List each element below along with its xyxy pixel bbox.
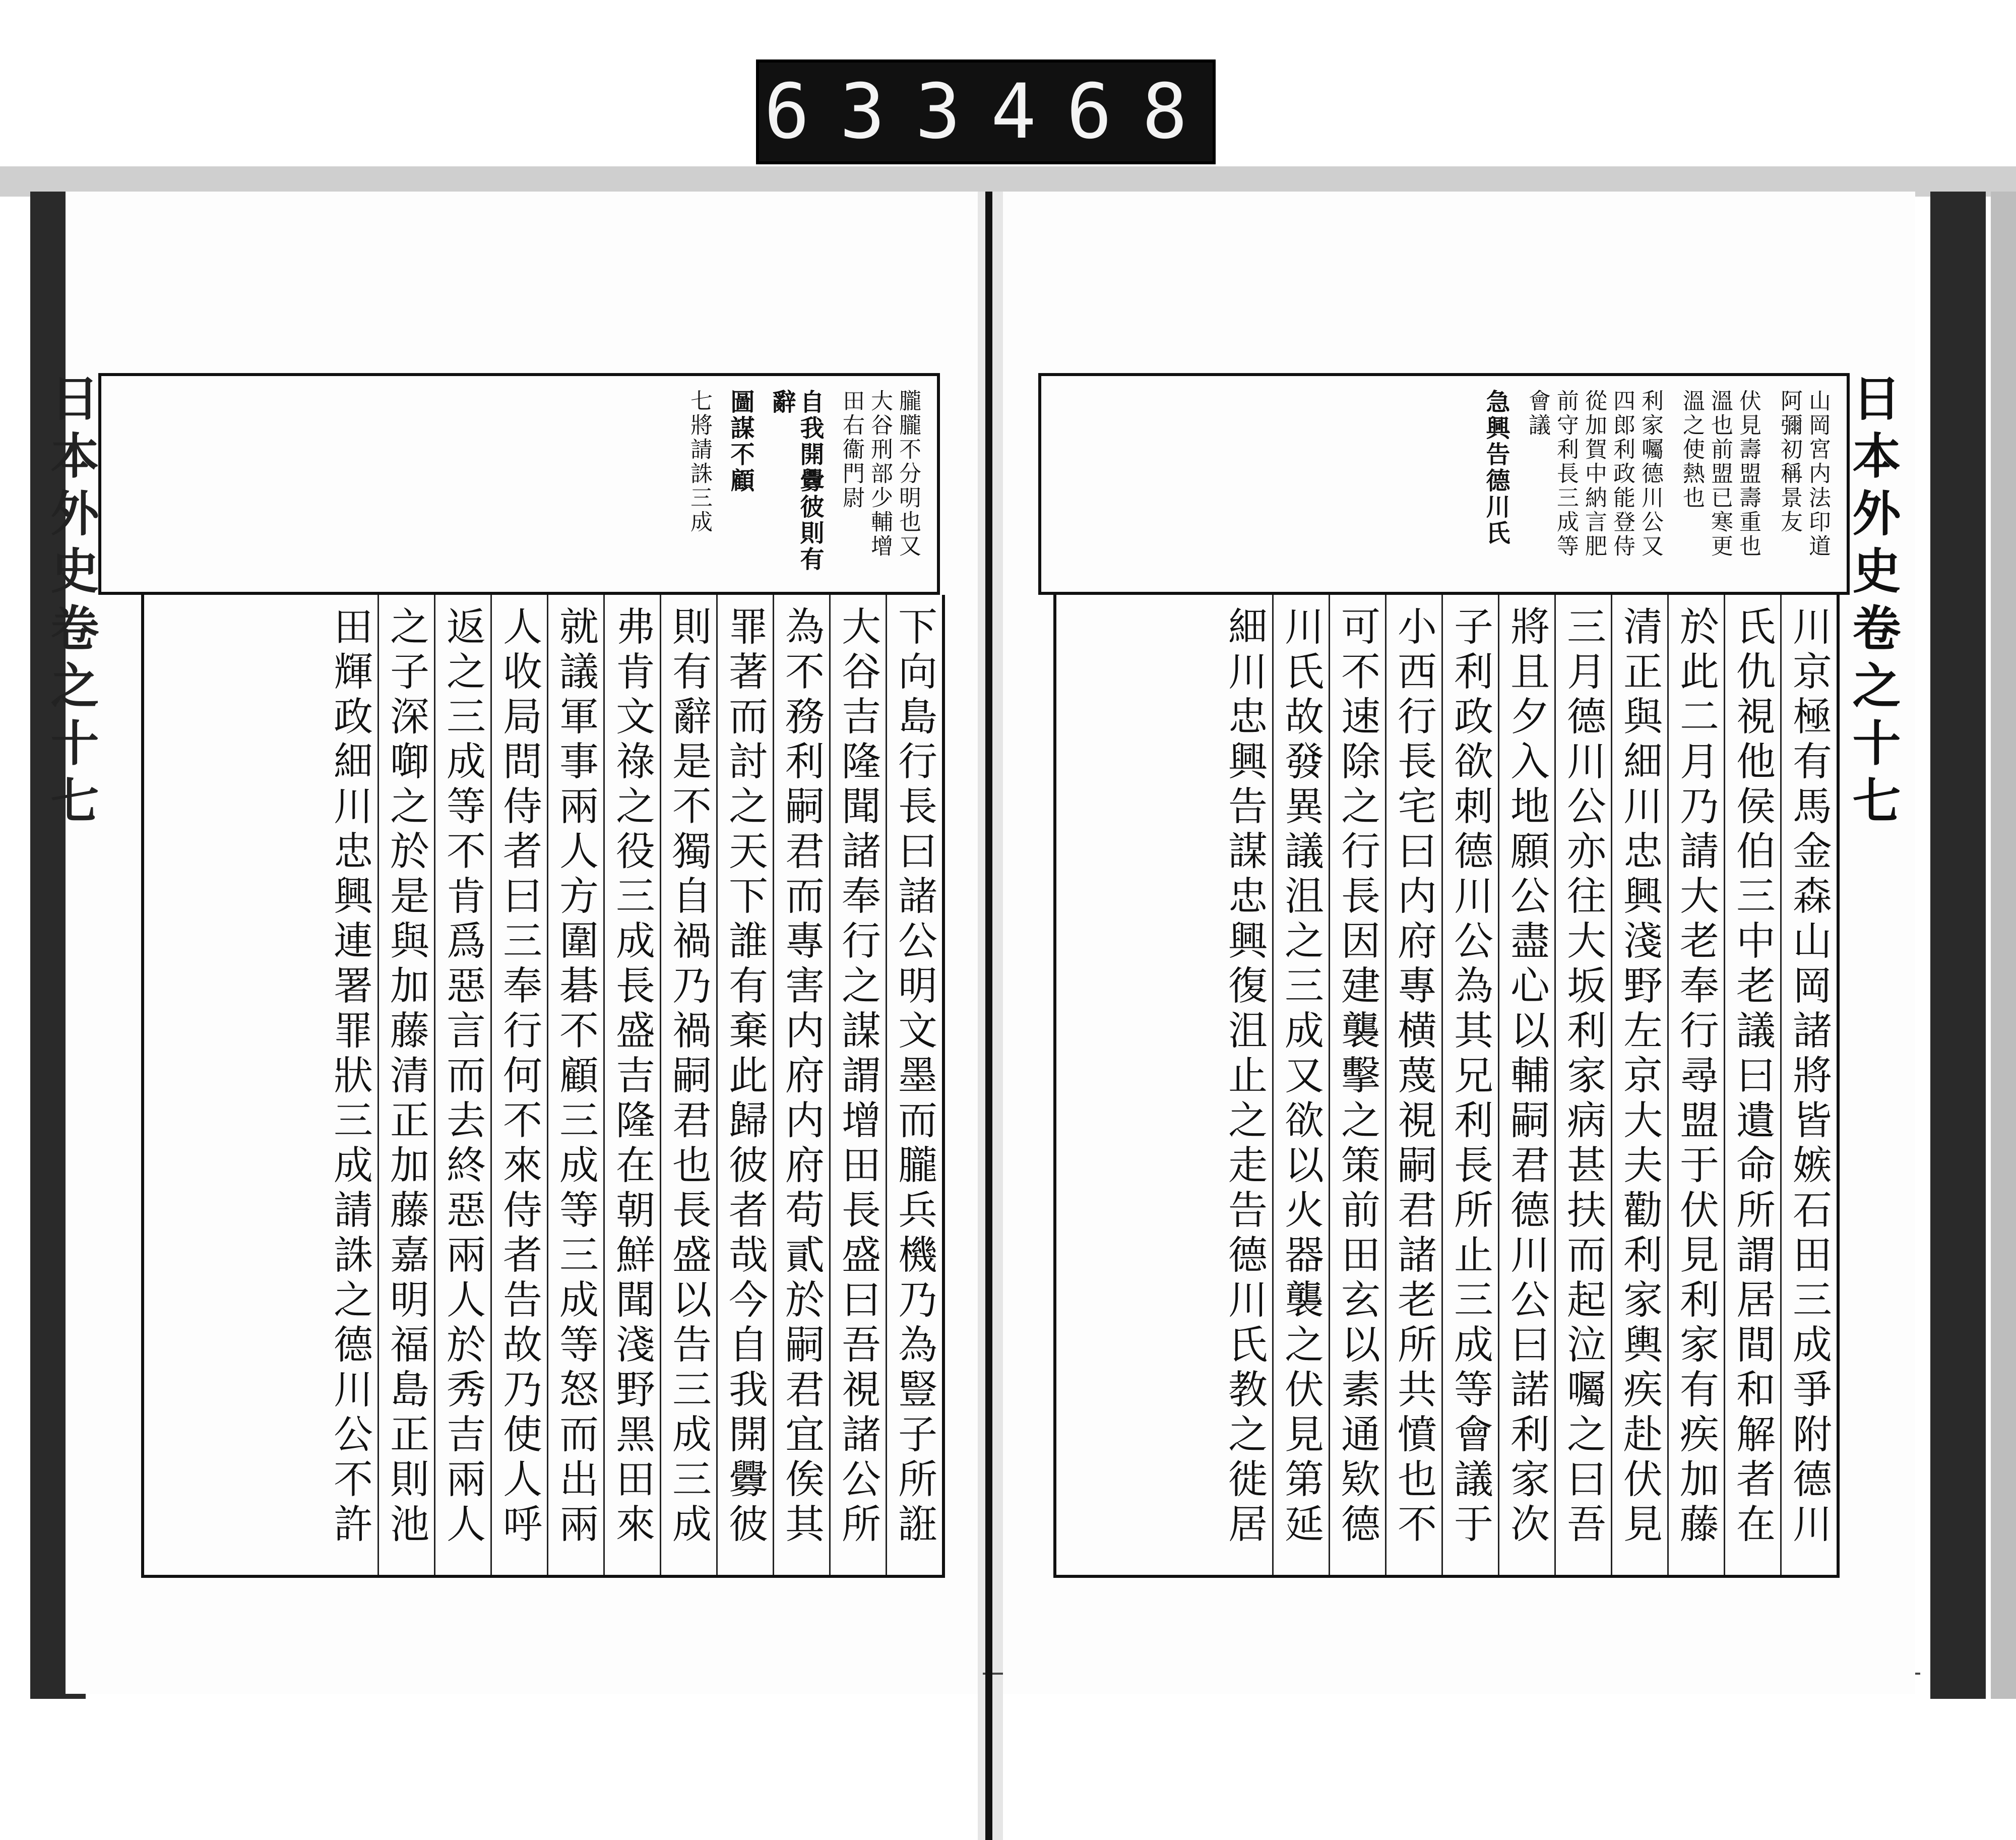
text-column: 下向島行長曰諸公明文墨而朧兵機乃為豎子所誑 [886,595,942,1575]
text-column: 返之三成等不肯爲惡言而去終惡兩人於秀吉兩人 [434,595,490,1575]
text-column: 三月德川公亦往大坂利家病甚扶而起泣囑之曰吾 [1554,595,1611,1575]
header-note: 七將請誅三成 [686,389,712,534]
text-column: 之子深啣之於是與加藤清正加藤嘉明福島正則池 [377,595,434,1575]
right-body-text [1053,595,1840,1578]
header-note: 山岡宮内法印道阿彌初稱景友 [1777,389,1831,559]
text-column: 細川忠興告謀忠興復沮止之走告德川氏教之徙居 [1222,606,1267,1548]
right-page-title: 日本外史卷之十七 [1845,373,1902,833]
text-column: 清正與細川忠興淺野左京大夫勸利家輿疾赴伏見 [1611,595,1667,1575]
text-column: 弗肯文祿之役三成長盛吉隆在朝鮮聞淺野黑田來 [603,595,660,1575]
reel-id-label [756,59,1216,164]
text-column: 於此二月乃請大老奉行尋盟于伏見利家有疾加藤 [1667,595,1724,1575]
text-column: 川氏故發異議沮之三成又欲以火器襲之伏見第延 [1272,595,1329,1575]
header-note: 利家囑德川公又四郎利政能登侍從加賀中納言肥前守利長三成等會議 [1525,389,1663,559]
left-header-notes [98,373,940,595]
text-column: 就議軍事兩人方圍碁不顧三成等三成等怒而出兩 [547,595,603,1575]
left-body-text [141,595,945,1578]
text-column: 子利政欲刺德川公為其兄利長所止三成等會議于 [1441,595,1498,1575]
text-column: 氏仇視他侯伯三中老議曰遺命所謂居間和解者在 [1724,595,1780,1575]
right-header-notes [1038,373,1850,595]
text-column: 小西行長宅曰内府專横蔑視嗣君諸老所共憤也不 [1385,595,1441,1575]
text-column: 田輝政細川忠興連署罪狀三成請誅之德川公不許 [327,606,372,1548]
text-column: 可不速除之行長因建襲擊之策前田玄以素通欵德 [1329,595,1385,1575]
text-column: 大谷吉隆聞諸奉行之謀謂增田長盛曰吾視諸公所 [829,595,886,1575]
text-column: 為不務利嗣君而專害内府内府苟貳於嗣君宜俟其 [773,595,829,1575]
reel-digit: 3 [915,68,981,156]
header-note: 伏見壽盟壽重也溫也前盟已寒更溫之使熱也 [1679,389,1761,559]
header-note: 自我開釁彼則有辭 [768,389,824,573]
text-column: 則有辭是不獨自禍乃禍嗣君也長盛以告三成三成 [660,595,716,1575]
text-column: 川京極有馬金森山岡諸將皆嫉石田三成爭附德川 [1780,595,1837,1575]
text-column: 罪著而討之天下誰有棄此歸彼者哉今自我開釁彼 [716,595,773,1575]
header-note: 急興告德川氏 [1482,389,1510,546]
reel-digit: 4 [990,68,1057,156]
reel-digit: 6 [764,68,830,156]
reel-digit: 6 [1066,68,1132,156]
reel-digit: 3 [839,68,906,156]
header-note: 朧朧不分明也又大谷刑部少輔增田右衞門尉 [839,389,921,559]
text-column: 人收局問侍者曰三奉行何不來侍者告故乃使人呼 [490,595,547,1575]
left-page-title: 日本外史卷之十七 [43,373,100,833]
reel-digit: 8 [1142,68,1208,156]
header-note: 圖謀不顧 [726,389,754,494]
book-gutter [985,192,992,1840]
text-column: 將且夕入地願公盡心以輔嗣君德川公曰諾利家次 [1498,595,1554,1575]
